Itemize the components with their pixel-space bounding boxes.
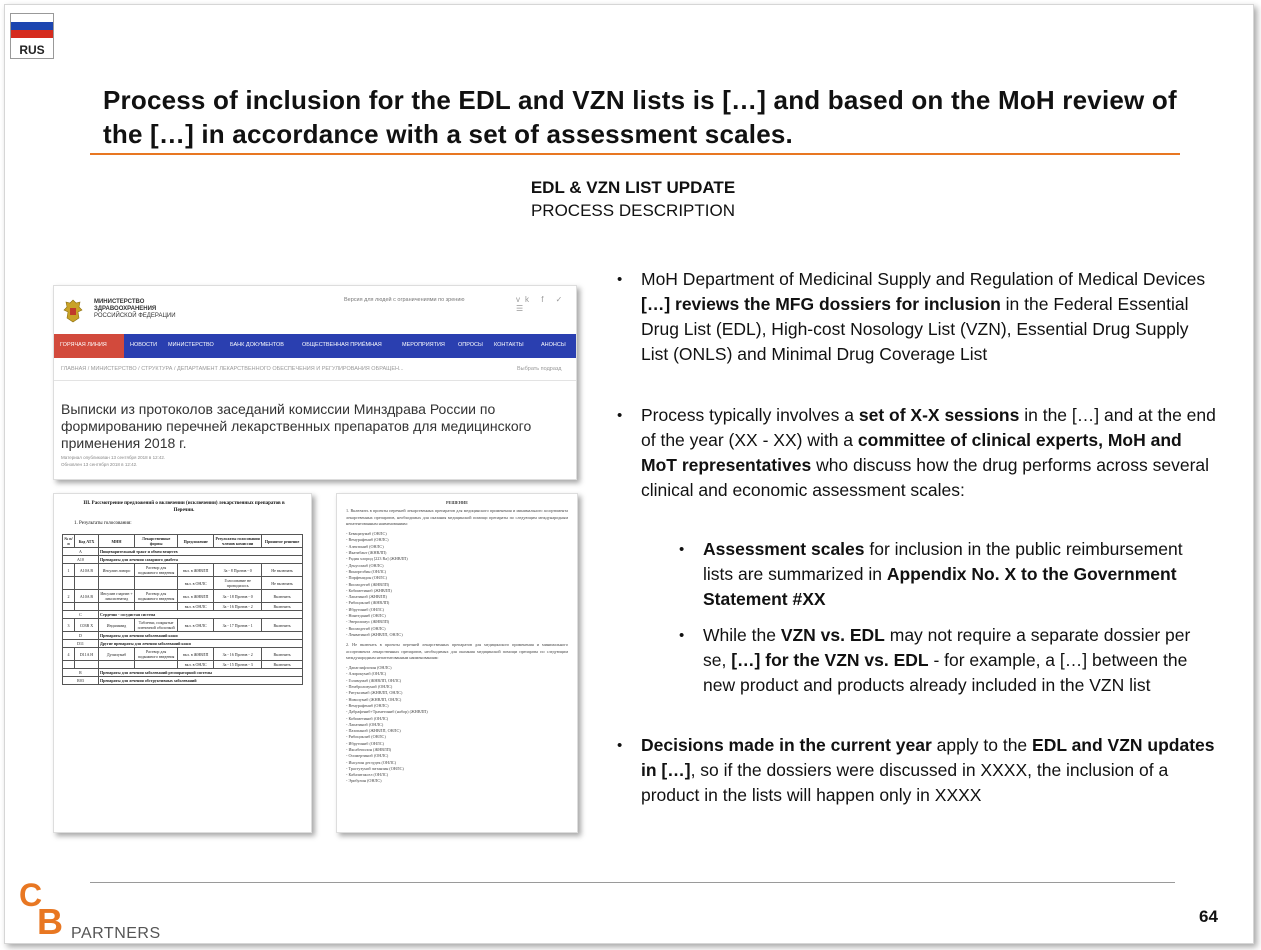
slide [4,4,1254,944]
table-cell: За - 18 Против - 0 [214,590,262,603]
text-run: , so if the dossiers were discussed in XXXX, the inclusion of a product in the lists will happen only in XXXX [641,760,1169,805]
text-run: may not require a separate dossier per se, [703,625,1191,670]
table-cell: Включить [262,619,303,632]
table-cell: вкл. в ЖНВЛП [178,564,214,577]
decision-list-document [336,493,578,833]
list-item: - Ритуксимаб (ЖНВЛП, ОНЛС) [346,690,403,696]
table-doc-subtitle: 1. Результаты голосования: [74,521,132,526]
text-run: apply to the [931,735,1033,755]
list-item: - Ленватиниб (ЖНВЛП, ОНЛС) [346,631,403,637]
list-item: - Ибрутиниб (ОНЛС) [346,606,384,612]
bold-run: Decisions made in the current year [641,735,932,755]
bullet-text [641,403,1217,503]
bold-run: set of X-X sessions [858,405,1020,425]
list-item: - Вемурафениб (ОНЛС) [346,702,389,708]
bold-run: […] for the VZN vs. EDL [731,650,929,670]
accessibility-link: Версия для людей с ограничениями по зрению [344,297,465,303]
table-cell: Раствор для подкожного введения [135,590,178,603]
list-item: - Вемурафениб (ОНЛС) [346,537,389,543]
bullet-icon: • [617,271,623,288]
bullet-icon: • [617,737,623,754]
table-cell [63,603,75,611]
list-item: - Иксабепилон (ЖНВЛП) [346,746,392,752]
table-cell [135,603,178,611]
list-item: - Лапатиниб (ОНЛС) [346,721,384,727]
list-item: - Винорелбин (ОНЛС) [346,568,386,574]
list-item: - Нинтеданиб (ОНЛС) [346,613,386,619]
table-cell: Включить [262,590,303,603]
nav-item: МИНИСТЕРСТВО [168,342,214,348]
table-cell: вкл. в ОНЛС [178,603,214,611]
table-header-cell: Принятое решение [262,535,303,548]
table-row [63,611,303,619]
table-cell: Индапамид [99,619,135,632]
table-row [63,640,303,648]
table-cell: За - 17 Против - 1 [214,619,262,632]
list-item: - Висмодегиб (ЖНВЛП) [346,581,390,587]
table-cell [75,661,99,669]
table-cell: За - 16 Против - 2 [214,648,262,661]
webpage-breadcrumb: ГЛАВНАЯ / МИНИСТЕРСТВО / СТРУКТУРА / ДЕПАРТАМЕНТ ЛЕКАРСТВЕННОГО ОБЕСПЕЧЕНИЯ И РЕГУЛИРОВАНИЯ ОБРАЩЕН... [61,366,404,372]
section-subheading: PROCESS DESCRIPTION [530,201,736,220]
table-cell: Препараты для лечения обструктивных заболеваний [99,677,303,685]
table-cell: Раствор для подкожного введения [135,648,178,661]
slide-title: Process of inclusion for the EDL and VZN lists is […] and based on the MoH review of the […] in accordance with a set of assessment scales. [103,85,1177,149]
list-item: - Пазопаниб (ЖНВЛП, ОНЛС) [346,728,401,734]
table-cell: вкл. в ОНЛС [178,619,214,632]
list-item: - Рибоциклиб (ЖНВЛП) [346,600,390,606]
table-cell: За - 8 Против - 0 [214,564,262,577]
table-cell: Препараты для лечения заболеваний кожи [99,632,303,640]
decision-text [346,500,568,785]
list-item: - Лапатиниб (ЖНВЛП) [346,594,387,600]
table-row [63,603,303,611]
table-cell [99,577,135,590]
table-cell: вкл. в ЖНВЛП [178,648,214,661]
table-header-cell: Код АТХ [75,535,99,548]
list-item: - Висмодегиб (ОНЛС) [346,625,386,631]
text-run: in the Federal Essential Drug List (EDL), High-cost Nosology List (VZN), Essential Drug Supply List (ONLS) and Minimal Drug Coverage List [641,294,1189,364]
table-row [63,577,303,590]
bold-run: Assessment scales [703,539,865,559]
table-cell [99,661,135,669]
table-cell: вкл. в ЖНВЛП [178,590,214,603]
voting-results-table [62,534,303,685]
table-doc-title: III. Рассмотрение предложений о включении (исключении) лекарственных препаратов в Перечни. [83,501,285,513]
table-cell: вкл. в ОНЛС [178,661,214,669]
list-item: - Кабазитаксел (ОНЛС) [346,772,388,778]
table-row [63,556,303,564]
list-item: - Алектиниб (ОНЛС) [346,543,384,549]
bold-run: Appendix No. X to the Government Statement #XX [703,564,1177,609]
table-cell: D11 [63,640,99,648]
table-cell: Другие препараты для лечения заболеваний кожи [99,640,303,648]
table-cell: R [63,669,99,677]
nav-item: АНОНСЫ [541,342,566,348]
logo-letter-c: C [19,877,43,913]
table-cell: За - 15 Против - 3 [214,661,262,669]
list-item: - Дабрафениб+Траметиниб (набор) (ЖНВЛП) [346,709,428,715]
list-item: - Осимертиниб (ОНЛС) [346,753,389,759]
table-row [63,632,303,640]
text-run: - for example, a […] between the new product and products already included in the VZN list [703,650,1188,695]
table-cell: Препараты для лечения заболеваний респираторной системы [99,669,303,677]
list-item: - Рибоциклиб (ОНЛС) [346,734,386,740]
bullet-text [641,733,1217,808]
table-header-row [63,535,303,548]
list-item: - Дапаглифлозин (ОНЛС) [346,665,392,671]
table-cell: A [63,548,99,556]
list-item: - Эрибулин (ОНЛС) [346,778,382,784]
table-cell [63,577,75,590]
table-cell: C03B X [75,619,99,632]
table-cell: D [63,632,99,640]
table-cell: Включить [262,603,303,611]
list-doc-title: РЕШЕНИЕ [445,500,469,505]
table-cell: A10 [63,556,99,564]
nav-item: НОВОСТИ [130,342,158,348]
webpage-heading: Выписки из протоколов заседаний комиссии Минздрава России по формированию перечней лекарственных препаратов для медицинского применения 2018 г. [61,401,532,451]
list-item: - Пембролизумаб (ОНЛС) [346,684,393,690]
list-item: - Алирокумаб (ОНЛС) [346,671,387,677]
logo-partners-text: PARTNERS [71,925,161,942]
list-item: - Эверолимус (ЖНВЛП) [346,619,390,625]
bold-run: EDL and VZN updates in […] [641,735,1215,780]
table-cell: A10A B [75,564,99,577]
nav-item: КОНТАКТЫ [494,342,524,348]
page-number: 64 [1199,907,1218,926]
table-cell: Раствор для подкожного введения [135,564,178,577]
bullet-text [641,267,1217,367]
list-item: - Бевацизумаб (ОНЛС) [346,531,387,537]
table-cell: Включить [262,648,303,661]
table-row [63,548,303,556]
voting-results-table-document [53,493,312,833]
table-cell: Голосование не проводилось [214,577,262,590]
list-item: - Радия хлорид [223 Ra] (ЖНВЛП) [346,556,408,562]
list-item: - Голимумаб (ЖНВЛП, ОНЛС) [346,677,402,683]
list-item: - Инсулин деглудек (ОНЛС) [346,759,396,765]
list-doc-paragraph: 2. Не включать в проекты перечней лекарственных препаратов для медицинского применения и минимального ассортимента лекарственных препаратов, необходимых для оказания медицинской помощи препараты по следующим международным непатентованным наименованиям: [346,642,568,660]
table-row [63,677,303,685]
ministry-name: МИНИСТЕРСТВО ЗДРАВООХРАНЕНИЯ РОССИЙСКОЙ ФЕДЕРАЦИИ [94,299,176,319]
table-row [63,669,303,677]
table-cell: A10A B [75,590,99,603]
nav-item: ОБЩЕСТВЕННАЯ ПРИЁМНАЯ [302,342,382,348]
list-item: - Трастузумаб эмтанзин (ОНЛС) [346,765,404,771]
table-header-cell: Результаты голосования членов комиссии [215,536,260,546]
social-icons: vk f ✓ ☰ [516,295,568,313]
webpage-meta: Материал опубликован 13 сентября 2018 в 12:42. Обновлен 13 сентября 2018 в 12:42. [61,455,166,467]
table-cell: C [63,611,99,619]
table-row [63,564,303,577]
list-item: - Кобиметиниб (ЖНВЛП) [346,587,392,593]
text-run: who discuss how the drug performs across several clinical and economic assessment scales: [641,455,1210,500]
table-cell [135,577,178,590]
table-cell: 3 [63,619,75,632]
bullet-text [703,623,1217,698]
text-run: Process typically involves a [641,405,859,425]
text-run: MoH Department of Medicinal Supply and Regulation of Medical Devices [641,269,1206,289]
table-cell: Инсулин лизпро [99,564,135,577]
country-label: RUS [19,43,45,57]
text-run: in the […] and at the end of the year (XX - XX) with a [641,405,1216,450]
webpage-nav [54,334,576,358]
bullet-icon: • [679,541,685,558]
table-cell [63,661,75,669]
list-item: - Икатибант (ЖНВЛП) [346,550,387,556]
table-cell: Таблетки, покрытые пленочной оболочкой [135,619,178,632]
table-header-cell: МНН [99,535,135,548]
bullet-icon: • [617,407,623,424]
title-divider [90,153,1180,155]
table-cell [99,603,135,611]
bold-run: VZN vs. EDL [780,625,885,645]
table-row [63,590,303,603]
russia-flag-icon [10,13,54,59]
table-cell: Инсулин гларгин + ликсисенатид [100,591,133,601]
table-cell: Пищеварительный тракт и обмен веществ [99,548,303,556]
bullet-text [703,537,1217,612]
nav-item: ОПРОСЫ [458,342,483,348]
table-header-cell: Лекарственные формы [135,535,178,548]
nav-item: МЕРОПРИЯТИЯ [402,342,445,348]
table-cell [75,603,99,611]
logo-letter-b: B [37,901,63,942]
section-heading: EDL & VZN LIST UPDATE [530,178,736,197]
table-cell: вкл. в ОНЛС [178,577,214,590]
table-cell: Включить [262,661,303,669]
bold-run: committee of clinical experts, MoH and MoT representatives [641,430,1182,475]
list-doc-paragraph: 1. Включить в проекты перечней лекарственных препаратов для медицинского применения и минимального ассортимента лекарственных препаратов, необходимых для оказания медицинской помощи препараты по следующим международным непатентованным наименованиям: [346,508,568,526]
nav-item: БАНК ДОКУМЕНТОВ [230,342,284,348]
ministry-webpage-screenshot [53,285,577,480]
table-row [63,648,303,661]
list-item: - Ниволумаб (ЖНВЛП, ОНЛС) [346,696,402,702]
list-item: - Ибрутиниб (ОНЛС) [346,740,384,746]
webpage-header [54,286,576,334]
table-cell: Не включать [262,564,303,577]
table-cell: За - 16 Против - 2 [214,603,262,611]
table-cell: 1 [63,564,75,577]
table-header-cell: Предложение [178,535,214,548]
table-cell [135,661,178,669]
table-cell: 2 [63,590,75,603]
table-cell: Дупилумаб [99,648,135,661]
list-item: - Денусомаб (ОНЛС) [346,562,384,568]
footer-divider [90,882,1175,883]
table-cell: Не включать [262,577,303,590]
table-row [63,619,303,632]
table-header-cell: № п/п [64,536,73,546]
webpage-subsection-select: Выбрать подразд [517,366,562,372]
table-row [63,661,303,669]
table-cell: Препараты для лечения сахарного диабета [99,556,303,564]
coat-of-arms-icon [62,298,84,324]
list-item: - Пирфенидон (ОНЛС) [346,575,387,581]
list-item: - Кобиметиниб (ОНЛС) [346,715,389,721]
bold-run: […] reviews the MFG dossiers for inclusion [641,294,1001,314]
table-cell: Сердечно - сосудистая система [99,611,303,619]
table-cell: D11A H [75,648,99,661]
cb-partners-logo [17,877,177,942]
table-cell: R03 [63,677,99,685]
nav-item: ГОРЯЧАЯ ЛИНИЯ [60,342,107,348]
table-cell: 4 [63,648,75,661]
table-cell [75,577,99,590]
text-run: While the [703,625,781,645]
bullet-icon: • [679,627,685,644]
text-run: for inclusion in the public reimbursement lists are summarized in [703,539,1183,584]
